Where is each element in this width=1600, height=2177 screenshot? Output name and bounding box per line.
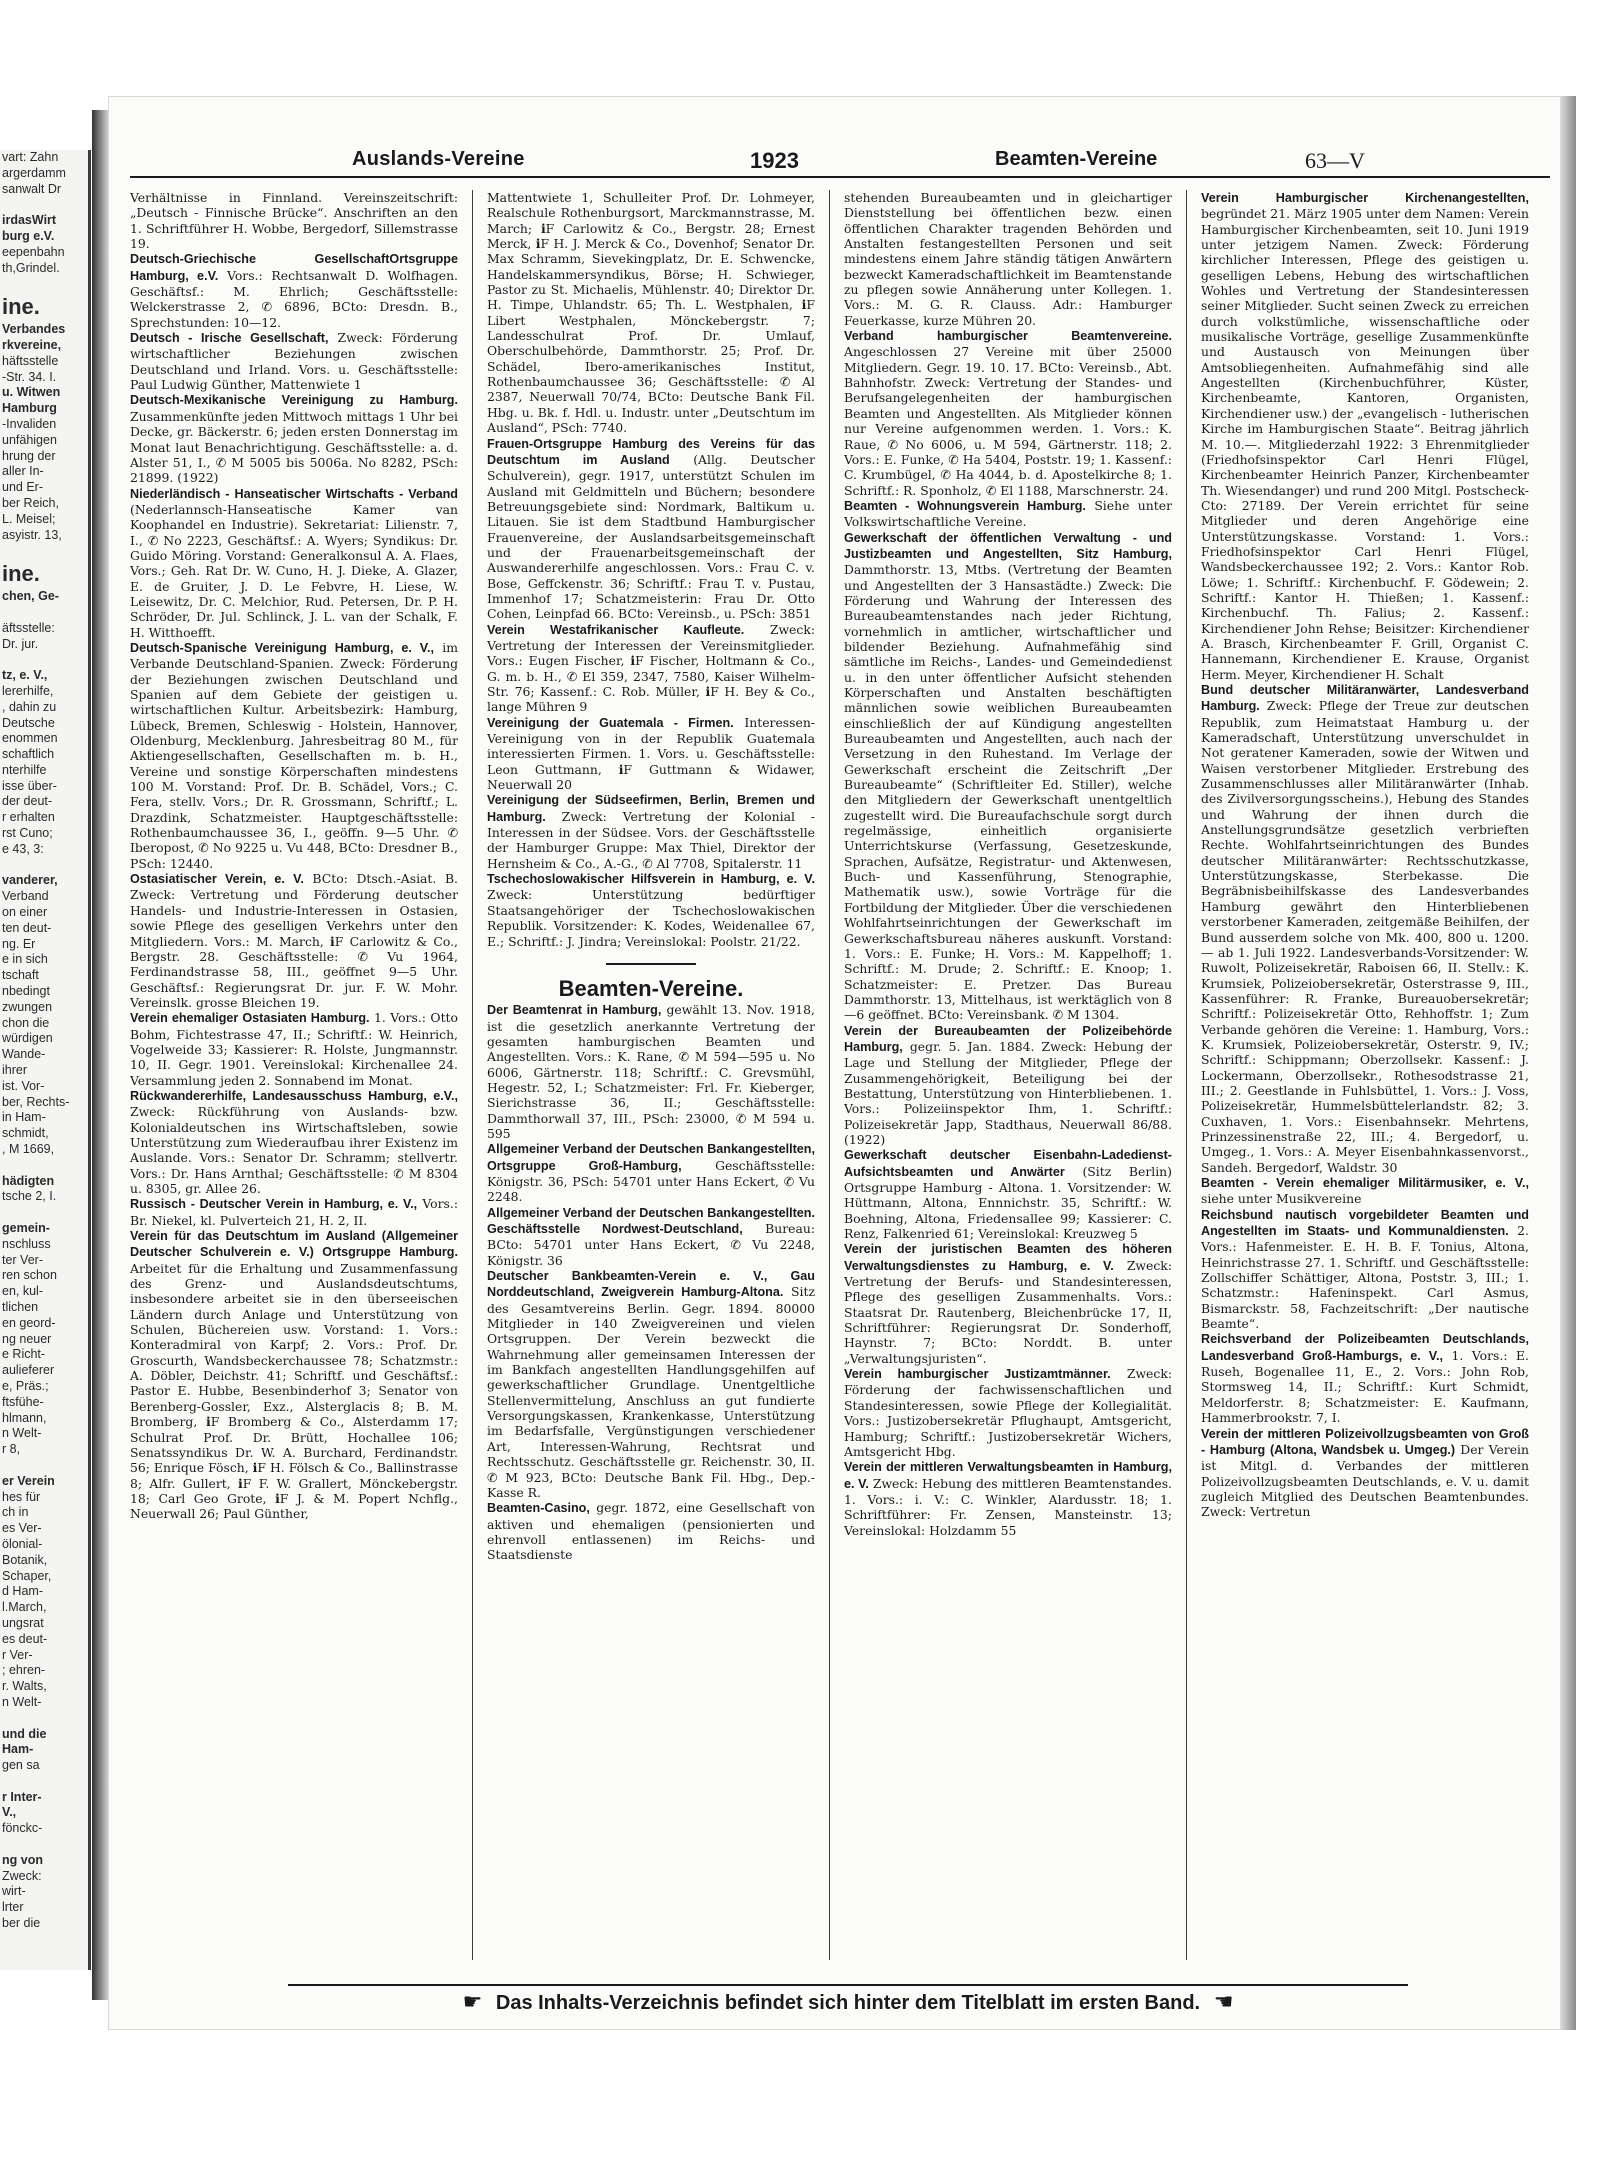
column-2: [487, 190, 815, 1960]
adjacent-page-line: zwungen: [2, 999, 53, 1014]
entry-text: Der Verein ist Mitgl. d. Verbandes der mittleren Polizeivollzugsbeamten Deutschlands, e. V. u. damit zugleich Mitglied des Deutschen Beamtenbundes. Zweck: Vertretun: [1201, 1441, 1529, 1520]
entry-text: gegr. 5. Jan. 1884. Zweck: Hebung der Lage und Stellung der Mitglieder, Pflege der Zusammengehörigkeit, Beteiligung bei der Bestattung, Unterstützung von Hinterbliebenen. 1. Vors.: Polizeiinspektor Ihm, 1. Schriftf.: Polizeisekretär Japp, Stadthaus, Neuerwall 86/88. (1922): [844, 1038, 1172, 1147]
adjacent-page-line: on einer: [2, 905, 48, 920]
page-number: 63—V: [1305, 148, 1365, 173]
entry-name: Verein der juristischen Beamten des höheren Verwaltungsdienstes zu Hamburg, e. V.: [844, 1242, 1172, 1273]
adjacent-page-strip: [0, 150, 91, 1970]
adjacent-page-line: irdasWirt: [2, 213, 57, 228]
adjacent-page-line: -Str. 34. I.: [2, 369, 57, 384]
entry-name: Verband hamburgischer Beamtenvereine.: [844, 329, 1172, 344]
adjacent-page-line: n Welt-: [2, 1694, 42, 1709]
pointing-hand-right-icon: ☛: [462, 1990, 483, 2015]
adjacent-page-line: [0, 858, 88, 874]
directory-entry: [844, 530, 1172, 1023]
entry-name: Vereinigung der Guatemala - Firmen.: [487, 715, 734, 730]
adjacent-page-line: ch in: [2, 1505, 29, 1520]
directory-entry: [1201, 190, 1529, 682]
adjacent-page-line: häftsstelle: [2, 353, 59, 368]
adjacent-page-line: lrter: [2, 1900, 24, 1915]
adjacent-page-line: [0, 1711, 88, 1727]
entry-name: Verein Hamburgischer Kirchenangestellten,: [1201, 191, 1529, 205]
adjacent-page-line: ter Ver-: [2, 1252, 43, 1267]
adjacent-page-line: [0, 605, 88, 621]
entry-name: Verein der mittleren Verwaltungsbeamten in Hamburg, e. V.: [844, 1460, 1172, 1491]
entry-text: gegr. 1872, eine Gesellschaft von aktiven und ehemaligen (pensionierten und ehrenvoll entlassenen) im Reichs- und Staatsdienste: [487, 1500, 815, 1563]
adjacent-page-line: u. Witwen: [2, 385, 61, 400]
directory-entry: [130, 486, 458, 640]
adjacent-page-line: chen, Ge-: [2, 589, 59, 604]
adjacent-page-line: nbedingt: [2, 984, 50, 999]
adjacent-page-line: ng. Er: [2, 936, 36, 951]
adjacent-page-line: [0, 197, 88, 213]
entry-name: Frauen-Ortsgruppe Hamburg des Vereins für das Deutschtum im Ausland: [487, 436, 815, 467]
entry-name: Russisch - Deutscher Verein in Hamburg, e. V.,: [130, 1197, 418, 1212]
entry-name: Niederländisch - Hanseatischer Wirtschafts - Verband: [130, 486, 458, 501]
entry-name: Bund deutscher Militäranwärter, Landesverband Hamburg.: [1201, 683, 1529, 714]
adjacent-page-line: ng von: [2, 1852, 43, 1867]
header-left-title: Auslands-Vereine: [352, 148, 525, 170]
entry-name: Verein der Bureaubeamten der Polizeibehörde Hamburg,: [844, 1023, 1172, 1054]
adjacent-page-line: Hamburg: [2, 401, 57, 416]
adjacent-page-line: eepenbahn: [2, 244, 65, 259]
page-edge: [1560, 96, 1576, 2030]
adjacent-page-line: en, kul-: [2, 1284, 43, 1299]
adjacent-page-line: rst Cuno;: [2, 826, 53, 841]
adjacent-page-line: ine.: [2, 294, 40, 320]
adjacent-page-line: [0, 652, 88, 668]
adjacent-page-line: er Verein: [2, 1473, 55, 1488]
directory-entry: [844, 1147, 1172, 1241]
section-divider: [606, 963, 696, 965]
directory-entry: [130, 392, 458, 485]
adjacent-page-line: vart: Zahn: [2, 150, 59, 164]
entry-name: Gewerkschaft deutscher Eisenbahn-Ladedienst-Aufsichtsbeamten und Anwärter: [844, 1148, 1172, 1179]
entry-name: Allgemeiner Verband der Deutschen Bankangestellten. Geschäftsstelle Nordwest-Deutschland,: [487, 1205, 815, 1236]
directory-entry: [1201, 1331, 1529, 1425]
footer-text: Das Inhalts-Verzeichnis befindet sich hinter dem Titelblatt im ersten Band.: [495, 1992, 1201, 2014]
adjacent-page-line: r Inter-: [2, 1789, 42, 1804]
directory-page: [108, 96, 1576, 2030]
adjacent-page-line: argerdamm: [2, 165, 66, 180]
adjacent-page-line: der deut-: [2, 794, 53, 809]
adjacent-page-line: schmidt,: [2, 1126, 49, 1141]
column-rule: [829, 190, 830, 1960]
column-rule: [1186, 190, 1187, 1960]
pointing-hand-left-icon: ☚: [1213, 1990, 1234, 2015]
adjacent-page-line: ber Reich,: [2, 495, 59, 510]
adjacent-page-line: r. Walts,: [2, 1679, 47, 1694]
adjacent-page-line: ist. Vor-: [2, 1078, 45, 1093]
directory-entry: [1201, 682, 1529, 1175]
adjacent-page-line: es deut-: [2, 1631, 48, 1646]
entry-text: Vors.: Br. Niekel, kl. Pulverteich 21, H. 2, II.: [130, 1196, 458, 1228]
entry-name: Verein Westafrikanischer Kaufleute.: [487, 622, 745, 637]
directory-entry: [1201, 1175, 1529, 1207]
column-rule: [472, 190, 473, 1960]
directory-entry: [844, 1366, 1172, 1459]
entry-text: Zweck: Rückführung von Auslands- bzw. Kolonialdeutschen ins Wirtschaftsleben, sowie Unterstützung zum Wiederaufbau ihrer Existenz im Auslande. Vors.: Senator Dr. Schramm; stellvertr. Vors.: Dr. Hans Arnthal; Geschäftsstelle: ✆ M 8304 u. 8305, gr. Allee 26.: [130, 1104, 458, 1196]
adjacent-page-line: hädigten: [2, 1173, 55, 1188]
entry-name: Reichsverband der Polizeibeamten Deutschlands, Landesverband Groß-Hamburgs, e. V.,: [1201, 1332, 1529, 1363]
entry-text: Sitz des Gesamtvereins Berlin. Gegr. 1894. 80000 Mitglieder in 140 Zweigvereinen und vielen Ortsgruppen. Der Verein bezweckt die Wahrnehmung aller gemeinsamen Interessen der im Bankfach angestellten Handlungsgehilfen auf gewerkschaftlicher Grundlage. Unentgeltliche Stellenvermittelung, Anschluss an gut fundierte Versorgungskassen, Krankenkasse, Unterstützung im Bedarfsfalle, Vergünstigungen verschiedener Art, Interessen-Wahrung, Rechtsrat und Rechtsschutz. Geschäftsstelle gr. Reichenstr. 30, II. ✆ M 923, BCto: Deutsche Bank Fil. Hbg., Dep.-Kasse R.: [487, 1284, 815, 1500]
entry-text: im Verbande Deutschland-Spanien. Zweck: Förderung der Beziehungen zwischen Deutschland und Spanien auf dem Gebiete der geistigen u. wirtschaftlichen Kultur. Arbeitsbezirk: Hamburg, Lübeck, Bremen, Schleswig - Holstein, Hannover, Oldenburg, Mecklenburg. Jahresbeitrag 80 M., für Aktiengesellschaften, Gesellschaften m. b. H., Vereine und sonstige Körperschaften mindestens 100 M. Vorstand: Prof. Dr. B. Schädel, Vors.; C. Fera, stellv. Vors.; Dr. R. Grossmann, Schriftf.; L. Drazdink, Schatzmeister. Hauptgeschäftsstelle: Rothenbaumchaussee 36, I., geöffn. 9—5 Uhr. ✆ Iberopost, ✆ No 9225 u. Vu 448, BCto: Dresdner B., PSch: 12440.: [130, 639, 458, 871]
directory-entry: [844, 1023, 1172, 1148]
adjacent-page-line: ihrer: [2, 1063, 28, 1078]
entry-text: 1. Vors.: Otto Bohm, Fichtestrasse 47, II.; Schriftf.: W. Heinrich, Vogelweide 33; Kassierer: R. Holste, Jungmannstr. 10, II. Gegr. 1901. Vereinslokal: Kirchenallee 24. Versammlung jeden 2. Sonnabend im Monat.: [130, 1010, 458, 1088]
entry-name: Ostasiatischer Verein, e. V.: [130, 872, 304, 887]
adjacent-page-line: Deutsche: [2, 715, 55, 730]
adjacent-page-line: fönckc-: [2, 1821, 43, 1836]
entry-text: (Allg. Deutscher Schulverein), gegr. 1917, unterstützt Schulen im Ausland mit Geldmitteln und Büchern; besondere Betreuungsgebiete sind: Nordmark, Baltikum u. Litauen. Sie ist dem Stadtbund Hamburgischer Frauenvereine, der Auslandsarbeitsgemeinschaft und der Frauenarbeitsgemeinschaft der Auswandererhilfe angeschlossen. Vors.: Frau C. v. Bose, Geffckenstr. 36; Schriftf.: Frau T. v. Pustau, Immenhof 17; Schatzmeisterin: Frau Dr. Otto Cohen, Leinpfad 66. BCto: Vereinsb., u. PSch: 3851: [487, 451, 815, 622]
entry-text: Arbeitet für die Erhaltung und Zusammenfassung des Grenz- und Auslandsdeutschtums, insbesondere arbeitet sie in den überseeischen Ländern durch Anlage und Unterstützung von Schulen, Büchereien usw. Vorstand: 1. Vors.: Konteradmiral von Karpf; 2. Vors.: Prof. Dr. Groscurth, Wandsbeckerchaussee 78; Schatzmstr.: A. Döbler, Deichstr. 41; Schriftf. und Geschäftsf.: Pastor E. Hubbe, Besenbinderhof 3; Senator von Berenberg-Gossler, Exz., Alsterglacis 8; B. M. Bromberg, ℹF Bromberg & Co., Alsterdamm 17; Schulrat Prof. Dr. Brütt, Hochallee 106; Senatssyndikus Dr. W. A. Burchard, Ferdinandstr. 56; Enrique Fösch, ℹF H. Fölsch & Co., Ballinstrasse 8; Alfr. Gullert, ℹF F. W. Grallert, Mönckebergstr. 18; Carl Geo Grote, ℹF J. & M. Popert Nchflg., Neuerwall 26; Paul Günther,: [130, 1260, 458, 1522]
entry-text: (Sitz Berlin) Ortsgruppe Hamburg - Altona. 1. Vorsitzender: W. Hüttmann, Altona, Ennnichstr. 35, Schriftf.: W. Boehning, Altona, Friedensallee 99; Kassierer: C. Renz, Falkenried 61; Vereinslokal: Kreuzweg 5: [844, 1163, 1172, 1242]
directory-entry: [130, 1228, 458, 1522]
footer-note: [288, 1984, 1408, 2020]
text-columns: [130, 190, 1550, 1960]
adjacent-page-line: Schaper,: [2, 1568, 52, 1583]
directory-entry: [130, 1196, 458, 1228]
adjacent-page-line: vanderer,: [2, 873, 58, 888]
adjacent-page-line: enommen: [2, 731, 58, 746]
adjacent-page-line: ungsrat: [2, 1615, 44, 1630]
adjacent-page-line: lererhilfe,: [2, 683, 54, 698]
adjacent-page-line: e, Präs.;: [2, 1378, 49, 1393]
adjacent-page-line: in Ham-: [2, 1110, 46, 1125]
header-right-title: Beamten-Vereine: [995, 148, 1158, 170]
directory-entry: [130, 330, 458, 392]
directory-entry: [487, 1205, 815, 1268]
adjacent-page-line: unfähigen: [2, 432, 57, 447]
adjacent-page-line: Wande-: [2, 1047, 46, 1062]
directory-entry: [844, 190, 1172, 328]
adjacent-page-line: und Er-: [2, 480, 43, 495]
book-gutter: [92, 110, 108, 2000]
adjacent-page-line: rkvereine,: [2, 337, 62, 352]
adjacent-page-line: äftsstelle:: [2, 620, 55, 635]
directory-entry: [487, 1268, 815, 1500]
adjacent-page-line: e in sich: [2, 952, 48, 967]
adjacent-page-line: r 8,: [2, 1442, 21, 1457]
adjacent-page-line: tlichen: [2, 1299, 39, 1314]
entry-text: 2. Vors.: Hafenmeister. E. H. B. F. Tonius, Altona, Heinrichstrasse 27. 1. Schriftf. und Geschäftsstelle: Zollschiffer Schättiger, Altona, Poststr. 3, III.; 1. Schatzmstr.: Hafeninspekt. Carl Asmus, Bismarckstr. 58, Fachzeitschrift: „Der nautische Beamte“.: [1201, 1223, 1529, 1332]
adjacent-page-line: V.,: [2, 1805, 17, 1820]
adjacent-page-line: gemein-: [2, 1221, 50, 1235]
entry-name: Gewerkschaft der öffentlichen Verwaltung - und Justizbeamten und Angestellten, Sitz Hamburg,: [844, 530, 1172, 561]
adjacent-page-line: , dahin zu: [2, 699, 57, 714]
entry-name: Der Beamtenrat in Hamburg,: [487, 1003, 662, 1018]
directory-entry: [130, 640, 458, 871]
adjacent-page-line: Botanik,: [2, 1552, 48, 1567]
entry-text: Zweck: Hebung des mittleren Beamtenstandes. 1. Vors.: i. V.: C. Winkler, Alardusstr. 18; 1. Schriftführer: Fr. Zensen, Mansteinstr. 13; Vereinslokal: Holzdamm 55: [844, 1475, 1172, 1538]
adjacent-page-line: Dr. jur.: [2, 636, 39, 651]
entry-text: Bureau: BCto: 54701 unter Hans Eckert, ✆ Vu 2248, Königstr. 36: [487, 1221, 815, 1268]
adjacent-page-line: ng neuer: [2, 1331, 52, 1346]
entry-text: Siehe unter Volkswirtschaftliche Vereine.: [844, 497, 1172, 530]
adjacent-page-line: r Ver-: [2, 1647, 33, 1662]
entry-text: Zweck: Vertretung der Berufs- und Standesinteressen, Pflege des geselligen Zusammenhalts. Vors.: Staatsrat Dr. Rautenberg, Bleichenbrücke 17, II, Schriftführer: Regierungsrat Dr. Sonderhoff, Haynstr. 7; BCto: Norddt. B. unter „Verwaltungsjuristen“.: [844, 1257, 1172, 1366]
entry-name: Verein hamburgischer Justizamtmänner.: [844, 1367, 1111, 1382]
adjacent-page-line: n Welt-: [2, 1426, 42, 1441]
entry-text: begründet 21. März 1905 unter dem Namen: Verein Hamburgischer Kirchenbeamten, seit 10. Juni 1919 unter jetzigem Namen. Zweck: Förderung kirchlicher Interessen, Pflege des geistigen u. geselligen Lebens, Hebung des wirtschaftlichen Wohles und Vertretung der Standesinteressen seiner Mitglieder. Sucht seinen Zweck zu erreichen durch volkstümliche, wissenschaftliche oder musikalische Vorträge, gesellige Zusammenkünfte und Austausch von Meinungen über Amtsobliegenheiten. Aufnahmefähig sind alle Angestellten (Kirchenbuchführer, Küster, Kirchenbeamte, Kantoren, Organisten, Kirchendiener usw.) der „evangelisch - lutherischen Kirche im Hamburgischen Staate“. Beitrag jährlich M. 10.—. Mitgliederzahl 1922: 3 Ehrenmitglieder (Friedhofsinspektor Carl Henri Flügel, Kirchenbeamter Heinrich Panzer, Kirchenbeamter Th. Wiesendanger) und rund 200 Mitgl. Postscheck-Cto: 27189. Der Verein errichtet für seine Mitglieder und deren Angehörige eine Unterstützungskasse. Vorstand: 1. Vors.: Friedhofsinspektor Carl Henri Flügel, Wandsbeckerchaussee 192; 2. Vors.: Kantor Rob. Löwe; 1. Schriftf.: Kirchenbuchf. F. Gödewein; 2. Schriftf.: Kantor H. Thießen; 1. Kassenf.: Kirchenbuchf. Th. Falius; 2. Kassenf.: Kirchendiener John Rehse; Beisitzer: Kirchendiener A. Brasch, Kirchenbeamter F. Grill, Organist C. Hannemann, Kirchendiener E. Krause, Organist Herm. Meyer, Kirchendiener H. Schalt: [1201, 206, 1529, 682]
adjacent-page-line: sanwalt Dr: [2, 181, 62, 196]
adjacent-page-line: , M 1669,: [2, 1142, 55, 1157]
entry-text: 1. Vors.: E. Ruseh, Bogenallee 11, E., 2. Vors.: John Rob, Stormsweg 14, II.; Schriftf.: Kurt Schmidt, Meldorferstr. 8; Schatzmeister: E. Kaufmann, Hammerbrookstr. 7, I.: [1201, 1347, 1529, 1426]
directory-entry: [130, 1010, 458, 1088]
directory-entry: [487, 715, 815, 793]
entry-name: Tschechoslowakischer Hilfsverein in Hamburg, e. V.: [487, 872, 815, 887]
adjacent-page-line: [0, 543, 88, 559]
adjacent-page-line: ine.: [2, 561, 40, 587]
entry-text: stehenden Bureaubeamten und in gleichartiger Dienststellung bei öffentlichen bezw. einen öffentlichen Charakter tragenden Behörden und Anstalten festangestellten Personen und seit mindestens einem Jahre ständig tätigen Anwärtern bezweckt Kameradschaftlichkeit im Beamtenstande zu pflegen sowie Annäherung unter Kollegen. 1. Vors.: M. G. R. Clauss. Adr.: Hamburger Feuerkasse, kurze Mühren 20.: [844, 190, 1172, 328]
directory-entry: [130, 871, 458, 1010]
entry-text: Mattentwiete 1, Schulleiter Prof. Dr. Lohmeyer, Realschule Rothenburgsort, Marckmannstrasse, M. March; ℹF Carlowitz & Co., Bergstr. 28; Ernest Merck, ℹF H. J. Merck & Co., Dovenhof; Senator Dr. Max Schramm, Sievekingplatz, Dr. E. Schwencke, Handelskammersyndikus, Börse; H. Schwieger, Pastor zu St. Michaelis, Mühlenstr. 40; Direktor Dr. H. Timpe, Uhlandstr. 65; Th. L. Westphalen, ℹF Libert Westphalen, Mönckebergstr. 7; Landesschulrat Prof. Dr. Umlauf, Oberschulbehörde, Dammthorstr. 25; Prof. Dr. Schädel, Ibero-amerikanisches Institut, Rothenbaumchaussee 36; Geschäftsstelle: ✆ Al 2387, Neuerwall 70/74, BCto: Deutsche Bank Fil. Hbg. u. Bk. f. Hdl. u. Industr. unter „Deutschtum im Ausland“, PSch: 7740.: [487, 190, 815, 436]
directory-entry: [487, 436, 815, 622]
directory-entry: [487, 792, 815, 871]
adjacent-page-line: e Richt-: [2, 1347, 46, 1362]
adjacent-page-line: [0, 1205, 88, 1221]
adjacent-page-line: tz, e. V.,: [2, 668, 48, 683]
adjacent-page-line: schaftlich: [2, 747, 55, 762]
adjacent-page-line: hrung der: [2, 448, 56, 463]
entry-name: Deutsch-Spanische Vereinigung Hamburg, e. V.,: [130, 640, 434, 655]
running-header: [130, 142, 1550, 178]
adjacent-page-line: [0, 1837, 88, 1853]
adjacent-page-line: L. Meisel;: [2, 511, 56, 526]
entry-name: Beamten - Wohnungsverein Hamburg.: [844, 498, 1086, 513]
adjacent-page-line: nterhilfe: [2, 762, 47, 777]
adjacent-page-line: isse über-: [2, 778, 57, 793]
adjacent-page-line: e 43, 3:: [2, 841, 44, 856]
adjacent-page-line: Ham-: [2, 1742, 34, 1757]
adjacent-page-line: [0, 1458, 88, 1474]
entry-name: Deutsch-Mexikanische Vereinigung zu Hamburg.: [130, 393, 458, 408]
adjacent-page-line: Verband: [2, 889, 49, 904]
entry-name: Verein für das Deutschtum im Ausland (Allgemeiner Deutscher Schulverein e. V.) Ortsgruppe Hamburg.: [130, 1229, 458, 1260]
entry-text: (Nederlannsch-Hanseatische Kamer van Koophandel en Industrie). Sekretariat: Lilienstr. 7, I., ✆ No 2223, Geschäftsf.: A. Wyers; Syndikus: Dr. Guido Möring. Vorstand: Generalkonsul A. A. Flaes, Vors.; Geh. Rat Dr. W. Cuno, H. J. Dieke, A. Glazer, E. de Gruiter, J. D. Le Febvre, H. Liese, W. Leisewitz, Dr. C. Melchior, Rud. Petersen, Dr. P. H. Schröder, Dr. Jul. Schlinck, J. L. van der Schalk, F. H. Witthoefft.: [130, 501, 458, 640]
adjacent-page-line: en geord-: [2, 1315, 56, 1330]
directory-entry: [130, 1088, 458, 1196]
adjacent-page-line: asyistr. 13,: [2, 527, 62, 542]
adjacent-page-line: nschluss: [2, 1236, 51, 1251]
entry-text: Vors.: Rechtsanwalt D. Wolfhagen. Geschäftsf.: M. Ehrlich; Geschäftsstelle: Welckerstrasse 2, ✆ 6896, BCto: Dresdn. B., Sprechstunden: 10—12.: [130, 267, 458, 330]
adjacent-page-line: ftsfühe-: [2, 1394, 44, 1409]
entry-name: Deutscher Bankbeamten-Verein e. V., Gau Norddeutschland, Zweigverein Hamburg-Altona.: [487, 1269, 815, 1300]
entry-name: Rückwandererhilfe, Landesausschuss Hamburg, e.V.,: [130, 1088, 458, 1103]
adjacent-page-line: ; ehren-: [2, 1663, 46, 1678]
adjacent-page-line: wirt-: [2, 1884, 26, 1899]
adjacent-page-line: es Ver-: [2, 1521, 42, 1536]
entry-name: Verein ehemaliger Ostasiaten Hamburg.: [130, 1011, 370, 1026]
directory-entry: [487, 1002, 815, 1141]
directory-entry: [487, 622, 815, 715]
adjacent-page-line: hlmann,: [2, 1410, 47, 1425]
entry-name: Beamten - Verein ehemaliger Militärmusiker, e. V.,: [1201, 1176, 1529, 1190]
adjacent-page-line: r erhalten: [2, 810, 55, 825]
adjacent-page-line: ölonial-: [2, 1536, 43, 1551]
entry-text: Dammthorstr. 13, Mtbs. (Vertretung der Beamten und Angestellten der 3 Hansastädte.) Zweck: Die Förderung und Wahrung der Interessen des Bureaubeamtenstandes nach jeder Richtung, vornehmlich in amtlicher, wirtschaftlicher und bildender Beziehung. Aufnahmefähig sind sämtliche im Reichs-, Landes- und Gemeindedienst u. in den unter öffentlicher Aufsicht stehenden Körperschaften und Anstalten beschäftigten männlichen sowie weiblichen Bureaubeamten einschließlich der auf Kündigung angestellten Bureaubeamten und Angestellten, auch nach der Versetzung in den Ruhestand. Im Verlage der Gewerkschaft erscheint die Zeitschrift „Der Bureaubeamte“ (Schriftleiter Ed. Stiller), welche den Mitgliedern der Gewerkschaft unentgeltlich zugestellt wird. Die Bureaufachschule sorgt durch regelmässige, einheitlich organisierte Unterrichtskurse (Verfassung, Gesetzeskunde, Sprachen, Aufsätze, Registratur- und Aktenwesen, Buch- und Kassenführung, Stenographie, Mathematik usw.), sowie Vorträge für die Fortbildung der Mitglieder. Über die verschiedenen Wohlfahrtseinrichtungen der Gewerkschaft im Gewerkschaftsbureau näheres auskunft. Vorstand: 1. Vors.: E. Funke; H. Vors.: M. Kappelhoff; 1. Schriftf.: M. Drude; 2. Schriftf.: E. Knoop; 1. Schatzmeister: E. Pretzer. Das Bureau Dammthorstr. 13, Mittelhaus, ist werktäglich von 8—6 geöffnet. BCto: Vereinsbank. ✆ M 1304.: [844, 562, 1172, 1023]
entry-text: Angeschlossen 27 Vereine mit über 25000 Mitgliedern. Gegr. 19. 10. 17. BCto: Vereinsb., Abt. Bahnhofstr. Zweck: Vertretung der Standes- und Berufsangelegenheiten der hamburgischen Beamten und Angestellten. Als Mitglieder können nur Vereine aufgenommen werden. 1. Vors.: K. Raue, ✆ No 6006, u. M 594, Gärtnerstr. 118; 2. Vors.: E. Funke, ✆ Ha 5404, Poststr. 19; 1. Kassenf.: C. Krumbügel, ✆ Ha 4044, b. d. Apostelkirche 8; 1. Schriftf.: R. Sponholz, ✆ El 1188, Marschnerstr. 24.: [844, 344, 1172, 498]
directory-entry: [844, 1241, 1172, 1366]
directory-entry: [844, 498, 1172, 530]
adjacent-page-line: und die: [2, 1726, 47, 1741]
column-3: [844, 190, 1172, 1960]
adjacent-page-line: tsche 2, I.: [2, 1189, 57, 1204]
entry-text: Zweck: Pflege der Treue zur deutschen Republik, zum Heimatstaat Hamburg u. der Kameradschaft, Unterstützung unverschuldet in Not geratener Kameraden, sowie der Witwen und Waisen verstorbener Mitglieder. Erstrebung des Zusammenschlusses aller Militäranwärter (Inhab. des Zivilversorgungsscheins.), Hebung des Standes und Wahrung der ihnen durch die Anstellungsgrundsätze gesetzlich verbrieften Rechte. Wohlfahrtseinrichtungen des Bundes deutscher Militäranwärter: Rechtsschutzkasse, Unterstützungskasse, Sterbekasse. Die Begräbnisbeihilfskasse des Landesverbandes Hamburg gewährt den Hinterbliebenen verstorbener Kameraden, zeitgemäße Beihilfen, der Bund ausserdem solche von Mk. 400, 800 u. 1200.— ab 1. Juli 1922. Landesverbands-Vorsitzender: W. Ruwolt, Polizeisekretär, Raboisen 66, II. Stellv.: K. Krumsiek, Polizeiobersekretär, Osterstrasse 9, III., Kassenführer: R. Franke, Bureauobersekretär; Schriftf.: Polizeisekretär Otto, Rehhoffstr. 1; Zum Verbande gehören die Vereine: 1. Hamburg, Vors.: K. Krumsiek, Polizeiobersekretär, Osterstr. 9, IV.; Schriftf.: Schippmann; Oberzollsekr. Kassenf.: J. Lockermann, Oberzollsekr., Rothesodstrasse 21, III.; 2. Geestlande in Fuhlsbüttel, 1. Vors.: J. Voss, Polizeisekretär, Hummelsbüttelerlandstr. 82; 3. Cuxhaven, 1. Vors.: Eisenbahnsekr. Mehrtens, Prinzessinenstraße 22, III.; 4. Bergedorf, u. Umgeg., 1. Vors.: A. Meyer Eisenbahnkassenvorst., Sandeh. Bergedorf, Waldstr. 30: [1201, 698, 1529, 1175]
adjacent-page-line: ber die: [2, 1916, 41, 1931]
entry-name: Deutsch-Griechische GesellschaftOrtsgruppe Hamburg, e.V.: [130, 252, 458, 283]
entry-text: Zweck: Unterstützung bedürftiger Staatsangehöriger der Tschechoslowakischen Republik. Vorsitzender: K. Kodes, Weidenallee 67, E.; Schriftf.: J. Jindra; Vereinslokal: Poolstr. 21/22.: [487, 887, 815, 949]
entry-text: BCto: Dtsch.-Asiat. B. Zweck: Vertretung und Förderung deutscher Handels- und Industrie-Interessen in Ostasien, sowie Pflege des geselligen Verkehrs unter den Mitgliedern. Vors.: M. March, ℹF Carlowitz & Co., Bergstr. 28. Geschäftsstelle: ✆ Vu 1964, Ferdinandstrasse 58, III., geöffnet 9—5 Uhr. Geschäftsf.: Regierungsrat Dr. jur. F. W. Mohr. Vereinslk. grosse Bleichen 19.: [130, 871, 458, 1010]
adjacent-page-line: l.March,: [2, 1600, 47, 1615]
entry-name: Deutsch - Irische Gesellschaft,: [130, 331, 329, 346]
header-year: 1923: [750, 148, 799, 173]
directory-entry: [1201, 1426, 1529, 1520]
directory-entry: [487, 1141, 815, 1204]
adjacent-page-line: th,Grindel.: [2, 260, 60, 275]
directory-entry: [130, 251, 458, 330]
adjacent-page-line: [0, 1774, 88, 1790]
adjacent-page-line: Zweck:: [2, 1868, 42, 1883]
entry-text: Zweck: Förderung der fachwissenschaftlichen und Standesinteressen, sowie Pflege der Kollegialität. Vors.: Justizobersekretär Pflughaupt, Amtsgericht, Hamburg; Schriftf.: Justizobersekretär Wichers, Amtsgericht Hbg.: [844, 1366, 1172, 1459]
entry-name: Verein der mittleren Polizeivollzugsbeamten von Groß - Hamburg (Altona, Wandsbek u. Umgeg.): [1201, 1426, 1529, 1457]
adjacent-page-line: hes für: [2, 1489, 41, 1504]
adjacent-page-line: burg e.V.: [2, 228, 55, 243]
adjacent-page-line: ten deut-: [2, 920, 52, 935]
directory-entry: [130, 190, 458, 251]
adjacent-page-line: Verbandes: [2, 322, 66, 337]
entry-text: Zweck: Vertretung der Kolonial - Interessen in der Südsee. Vors. der Geschäftsstelle der Hamburger Gruppe: Max Thiel, Direktor der Hernsheim & Co., A.-G., ✆ Al 7708, Spitalerstr. 11: [487, 808, 815, 871]
entry-name: Reichsbund nautisch vorgebildeter Beamten und Angestellten im Staats- und Kommunaldiensten.: [1201, 1207, 1529, 1239]
entry-text: Zusammenkünfte jeden Mittwoch mittags 1 Uhr bei Decke, gr. Bäckerstr. 6; jeden ersten Donnerstag im Monat laut Benachrichtigung. Geschäftsstelle: a. d. Alster 51, I., ✆ M 5005 bis 5006a. No 8282, PSch: 21899. (1922): [130, 408, 458, 486]
adjacent-page-line: würdigen: [2, 1031, 53, 1046]
adjacent-page-line: ren schon: [2, 1268, 57, 1283]
adjacent-page-line: -Invaliden: [2, 416, 57, 431]
adjacent-page-line: [0, 276, 88, 292]
entry-text: gewählt 13. Nov. 1918, ist die gesetzlich anerkannte Vertretung der gesamten hamburgischen Beamten und Angestellten. Vors.: K. Rane, ✆ M 594—595 u. No 6006, Gärtnerstr. 118; Schriftf.: C. Grevsmühl, Hegestr. 52, I.; Schatzmeister: Frl. Fr. Kieberger, Sierichstrasse 36, II.; Geschäftsstelle: Dammthorwall 37, III., PSch: 23000, ✆ M 594 u. 595: [487, 1002, 815, 1141]
directory-entry: [1201, 1207, 1529, 1332]
entry-name: Beamten-Casino,: [487, 1501, 590, 1516]
directory-entry: [844, 328, 1172, 498]
directory-entry: [487, 1500, 815, 1562]
adjacent-page-line: gen sa: [2, 1758, 40, 1773]
adjacent-page-line: ber, Rechts-: [2, 1094, 70, 1109]
entry-text: Zweck: Förderung wirtschaftlicher Beziehungen zwischen Deutschland und Irland. Vors. u. Geschäftsstelle: Paul Ludwig Günther, Mattenwiete 1: [130, 330, 458, 393]
column-4: [1201, 190, 1529, 1960]
directory-entry: [487, 871, 815, 949]
entry-text: siehe unter Musikvereine: [1201, 1191, 1362, 1207]
section-heading: Beamten-Vereine.: [558, 975, 744, 1001]
entry-text: Geschäftsstelle: Königstr. 36, PSch: 54701 unter Hans Eckert, ✆ Vu 2248.: [487, 1157, 815, 1205]
entry-text: Interessen-Vereinigung von in der Republik Guatemala interessierten Firmen. 1. Vors. u. Geschäftsstelle: Leon Guttmann, ℹF Guttmann & Widawer, Neuerwall 20: [487, 714, 815, 793]
entry-name: Vereinigung der Südseefirmen, Berlin, Bremen und Hamburg.: [487, 793, 815, 824]
adjacent-page-line: [0, 1158, 88, 1174]
adjacent-page-line: d Ham-: [2, 1584, 43, 1599]
directory-entry: [487, 190, 815, 436]
adjacent-page-line: chon die: [2, 1015, 50, 1030]
column-1: [130, 190, 458, 1960]
adjacent-page-line: aller In-: [2, 464, 44, 479]
adjacent-page-line: tschaft: [2, 968, 39, 983]
entry-text: Verhältnisse in Finnland. Vereinszeitschrift: „Deutsch - Finnische Brücke“. Anschriften an den 1. Schriftführer H. Wobbe, Bergedorf, Sillemstrasse 19.: [130, 190, 458, 252]
entry-text: Zweck: Vertretung der Interessen der Vereinsmitglieder. Vors.: Eugen Fischer, ℹF Fischer, Holtmann & Co., G. m. b. H., ✆ El 359, 2347, 7580, Kaiser Wilhelm-Str. 76; Kassenf.: C. Rob. Müller, ℹF H. Bey & Co., lange Mühren 9: [487, 621, 815, 715]
adjacent-page-line: aulieferer: [2, 1363, 55, 1378]
entry-name: Allgemeiner Verband der Deutschen Bankangestellten, Ortsgruppe Groß-Hamburg,: [487, 1142, 815, 1173]
directory-entry: [844, 1459, 1172, 1538]
